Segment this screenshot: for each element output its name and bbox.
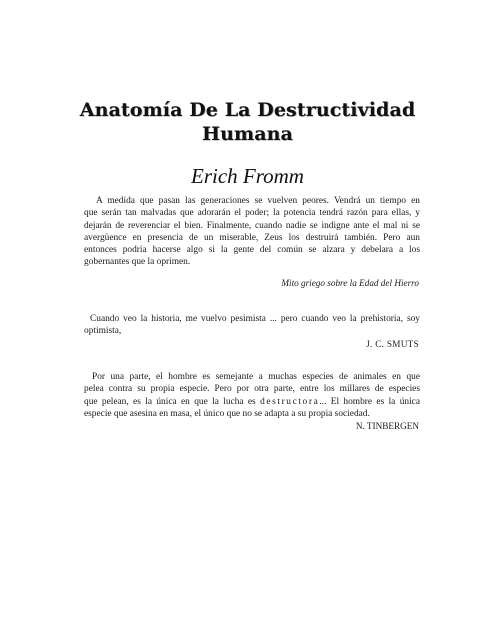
book-title-continued: Humana [202, 123, 293, 145]
epigraph-source: Mito griego sobre la Edad del Hierro [281, 278, 419, 288]
epigraph-paragraph [84, 313, 420, 338]
epigraph-line: dejarán de reverenciar el bien. Finalmente, cuando nadie se indigne ante el mal ni se [84, 220, 420, 231]
epigraph-source: N. TINBERGEN [355, 421, 419, 431]
epigraph-paragraph [84, 195, 420, 269]
epigraph-line: A medida que pasan las generaciones se vuelven peores. Vendrá un tiempo en [96, 196, 420, 206]
epigraph-line: entonces podría hacerse algo si la gente del común se alzara y debelara a los [84, 245, 420, 256]
emphasized-word: destructora [260, 396, 320, 407]
epigraph-source: J. C. SMUTS [366, 339, 419, 349]
epigraph-paragraph [84, 371, 420, 420]
book-title: Anatomía De La Destructividad [79, 99, 416, 121]
epigraph-line: optimista, [84, 326, 122, 337]
epigraph-line: pelea contra su propia especie. Pero por otra parte, entre los millares de especies [84, 384, 420, 395]
epigraph-line: avergüence en presencia de un miserable, Zeus los destruirá también. Pero aun [84, 232, 420, 243]
author-name: Erich Fromm [191, 164, 304, 188]
epigraph-line: gobernantes que la oprimen. [84, 257, 191, 268]
epigraph-line [84, 396, 420, 408]
epigraph-line: que serán tan malvadas que adorarán el poder; la potencia tendrá razón para ellas, y [84, 208, 420, 219]
epigraph-line: Cuando veo la historia, me vuelvo pesimista ... pero cuando veo la prehistoria, soy [90, 314, 420, 324]
epigraph-line: especie que asesina en masa, el único que no se adapta a su propia sociedad. [84, 408, 370, 419]
epigraph-text: ... El hombre es la única [319, 396, 420, 407]
epigraph-line: Por una parte, el hombre es semejante a muchas especies de animales en que [92, 372, 420, 382]
epigraph-text: que pelean, es la única en que la lucha es [84, 396, 261, 407]
